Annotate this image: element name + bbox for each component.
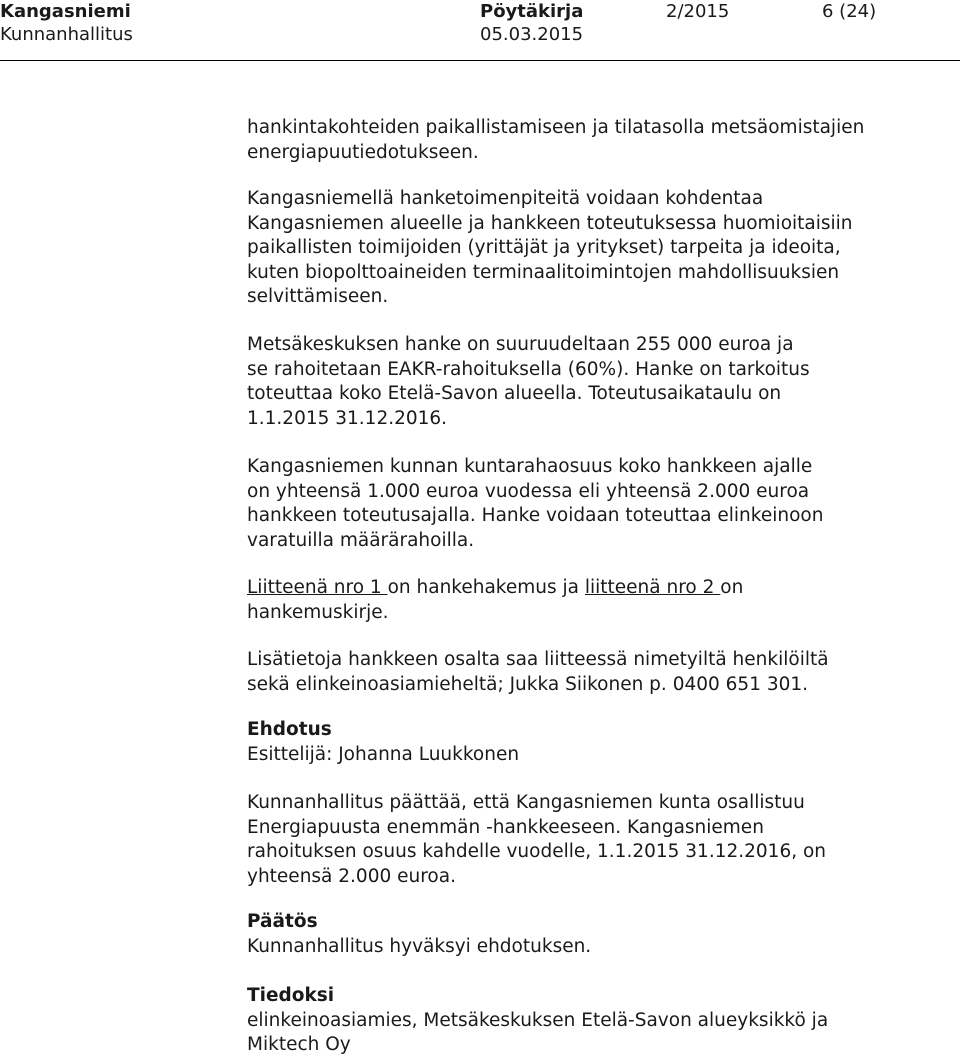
page-header bbox=[0, 0, 960, 62]
proposal-text bbox=[247, 791, 947, 889]
meeting-date: 05.03.2015 bbox=[480, 24, 584, 45]
body-name: Kunnanhallitus bbox=[0, 24, 133, 45]
text-line: Kangasniemellä hanketoimenpiteitä voidaan kohdentaa bbox=[247, 188, 764, 209]
notice-section bbox=[247, 984, 947, 1058]
text-line: sekä elinkeinoasiamieheltä; Jukka Siikonen p. 0400 651 301. bbox=[247, 673, 809, 695]
text-fragment: on bbox=[720, 577, 744, 598]
text-line: toteuttaa koko Etelä-Savon alueella. Toteutusaikataulu on bbox=[247, 383, 782, 404]
text-line: yhteensä 2.000 euroa. bbox=[247, 865, 456, 887]
text-line: varatuilla määrärahoilla. bbox=[247, 529, 475, 551]
notice-heading: Tiedoksi bbox=[247, 985, 335, 1006]
paragraph-2 bbox=[247, 187, 947, 310]
text-line: elinkeinoasiamies, Metsäkeskuksen Etelä-Savon alueyksikkö ja bbox=[247, 1009, 829, 1031]
info-paragraph bbox=[247, 648, 947, 697]
text-line: hankkeen toteutusajalla. Hanke voidaan toteuttaa elinkeinoon bbox=[247, 505, 824, 526]
text-line: rahoituksen osuus kahdelle vuodelle, 1.1.2015 31.12.2016, on bbox=[247, 841, 827, 862]
document-type: Pöytäkirja bbox=[480, 1, 584, 22]
text-line: 1.1.2015 31.12.2016. bbox=[247, 407, 448, 429]
presenter-line: Esittelijä: Johanna Luukkonen bbox=[247, 743, 520, 765]
text-line bbox=[247, 576, 947, 601]
text-line: Metsäkeskuksen hanke on suuruudeltaan 255 000 euroa ja bbox=[247, 334, 794, 355]
text-line: Kangasniemen kunnan kuntarahaosuus koko hankkeen ajalle bbox=[247, 456, 813, 477]
header-divider bbox=[0, 60, 960, 61]
paragraph-3 bbox=[247, 333, 947, 431]
proposal-section bbox=[247, 718, 947, 767]
text-line: energiapuutiedotukseen. bbox=[247, 141, 479, 163]
text-line: paikallisten toimijoiden (yrittäjät ja yritykset) tarpeita ja ideoita, bbox=[247, 237, 841, 258]
decision-heading: Päätös bbox=[247, 911, 318, 932]
paragraph-4 bbox=[247, 455, 947, 553]
text-line: Energiapuusta enemmän -hankkeeseen. Kangasniemen bbox=[247, 816, 764, 838]
proposal-heading: Ehdotus bbox=[247, 719, 332, 740]
text-line: Miktech Oy bbox=[247, 1034, 351, 1055]
text-line: on yhteensä 1.000 euroa vuodessa eli yhteensä 2.000 euroa bbox=[247, 480, 810, 502]
decision-section bbox=[247, 910, 947, 959]
text-line: selvittämiseen. bbox=[247, 286, 389, 307]
text-fragment: on hankehakemus ja bbox=[387, 577, 585, 598]
text-line: hankintakohteiden paikallistamiseen ja tilatasolla metsäomistajien bbox=[247, 117, 865, 138]
text-line: Kunnanhallitus päättää, että Kangasniemen kunta osallistuu bbox=[247, 792, 805, 813]
text-line: Kangasniemen alueelle ja hankkeen toteutuksessa huomioitaisiin bbox=[247, 212, 853, 234]
paragraph-1 bbox=[247, 116, 947, 165]
page-number: 6 (24) bbox=[822, 1, 877, 22]
decision-text: Kunnanhallitus hyväksyi ehdotuksen. bbox=[247, 935, 592, 957]
organization-name: Kangasniemi bbox=[0, 1, 131, 22]
attachment-1-link[interactable]: Liitteenä nro 1 bbox=[247, 577, 388, 598]
text-line: hankemuskirje. bbox=[247, 601, 389, 623]
minutes-number: 2/2015 bbox=[666, 1, 730, 22]
attachment-2-link[interactable]: liitteenä nro 2 bbox=[584, 577, 721, 598]
text-line: se rahoitetaan EAKR-rahoituksella (60%). Hanke on tarkoitus bbox=[247, 358, 810, 380]
attachments-paragraph bbox=[247, 576, 947, 625]
text-line: kuten biopolttoaineiden terminaalitoimintojen mahdollisuuksien bbox=[247, 261, 840, 283]
text-line: Lisätietoja hankkeen osalta saa liitteessä nimetyiltä henkilöiltä bbox=[247, 649, 829, 670]
